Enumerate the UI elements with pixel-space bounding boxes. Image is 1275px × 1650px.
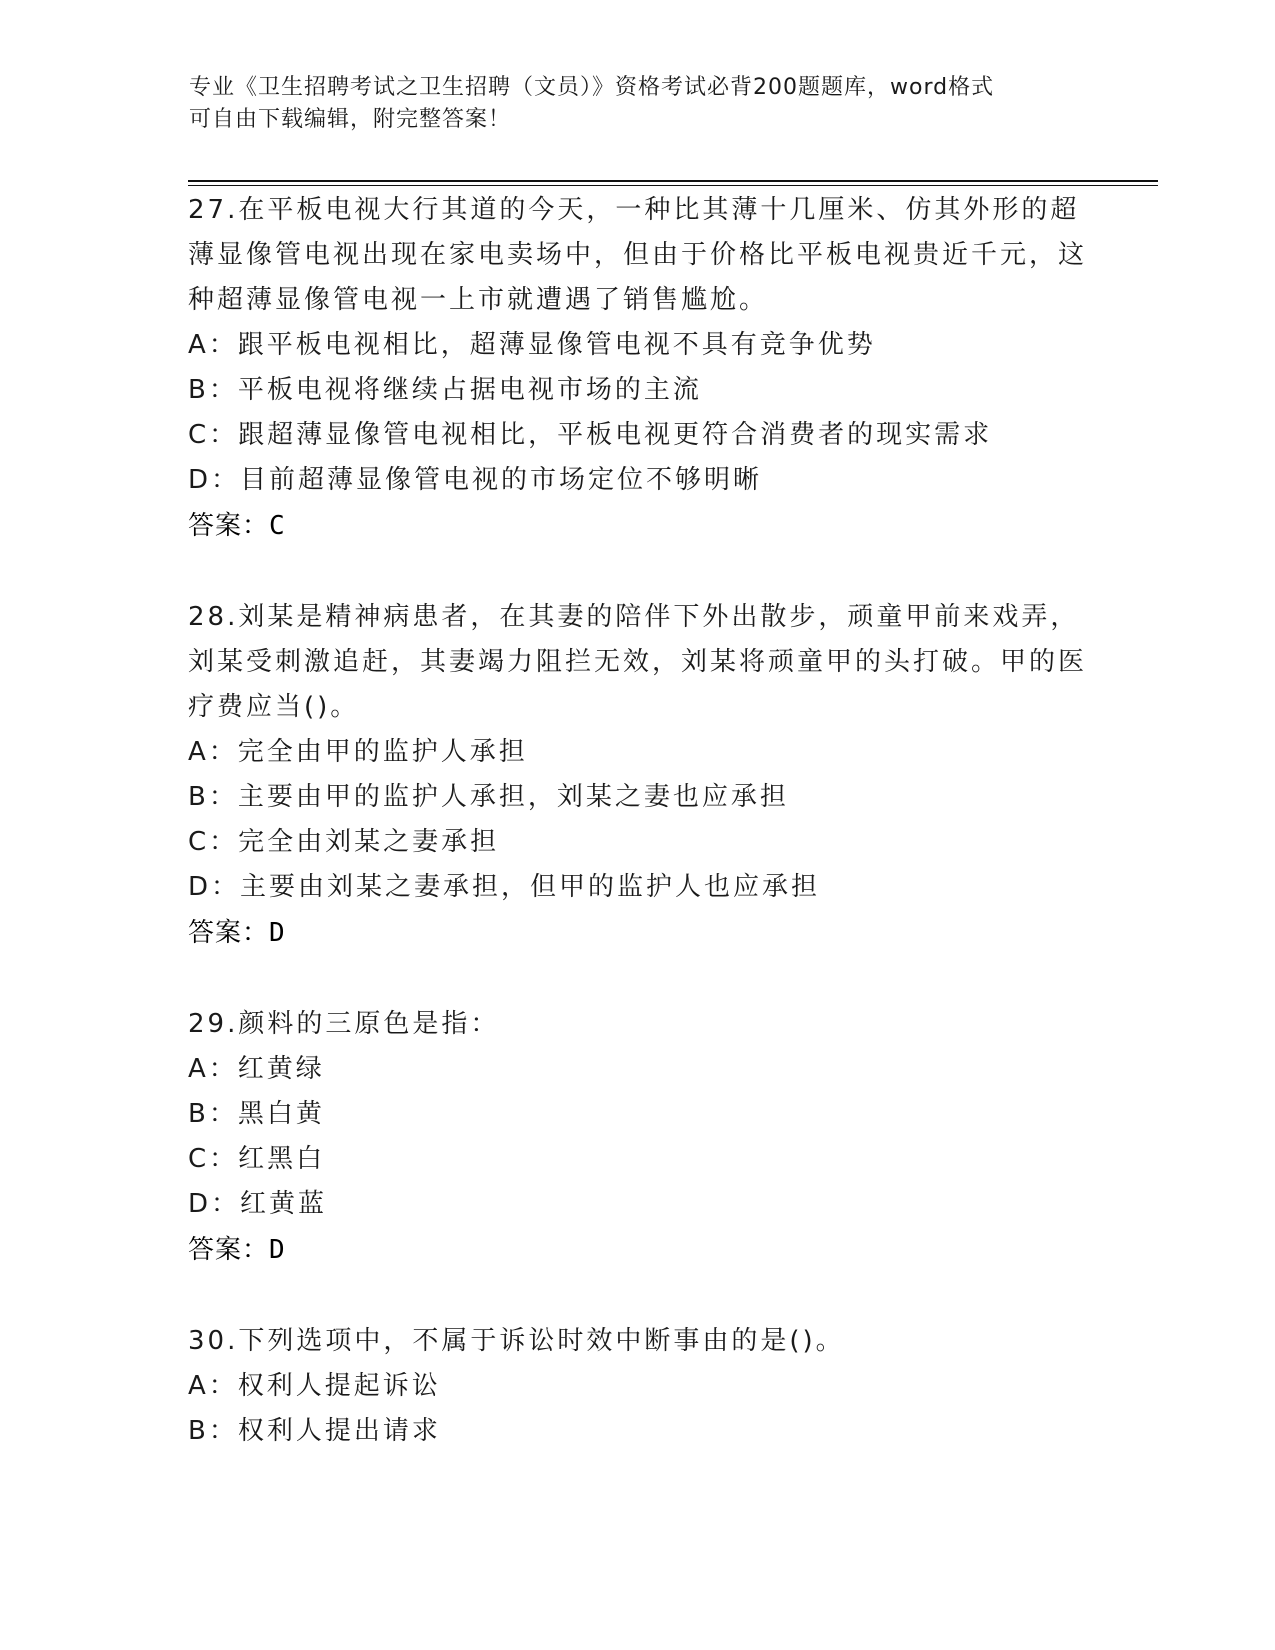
question-stem: 28.刘某是精神病患者，在其妻的陪伴下外出散步，顽童甲前来戏弄，刘某受刺激追赶，其妻竭力阻拦无效，刘某将顽童甲的头打破。甲的医疗费应当()。 xyxy=(188,602,1088,722)
answer-value: C xyxy=(269,511,286,541)
question-27 xyxy=(188,188,1088,549)
header-rule-thick xyxy=(188,180,1158,182)
document-header xyxy=(189,72,1089,136)
question-stem: 30.下列选项中，不属于诉讼时效中断事由的是()。 xyxy=(188,1326,845,1356)
header-rule-thin xyxy=(188,185,1158,186)
option-c: C：完全由刘某之妻承担 xyxy=(188,827,500,857)
option-a: A：红黄绿 xyxy=(188,1054,325,1084)
answer-label: 答案： xyxy=(188,1235,270,1265)
option-c: C：跟超薄显像管电视相比，平板电视更符合消费者的现实需求 xyxy=(188,420,993,450)
option-d: D：红黄蓝 xyxy=(188,1189,328,1219)
option-c: C：红黑白 xyxy=(188,1144,326,1174)
question-29 xyxy=(188,1002,1088,1273)
answer-line xyxy=(188,503,1088,549)
option-a: A：完全由甲的监护人承担 xyxy=(188,737,528,767)
option-b: B：主要由甲的监护人承担，刘某之妻也应承担 xyxy=(188,782,789,812)
answer-label: 答案： xyxy=(188,918,270,948)
option-a: A：权利人提起诉讼 xyxy=(188,1371,441,1401)
question-30 xyxy=(188,1319,1088,1454)
answer-line xyxy=(188,910,1088,956)
option-b: B：权利人提出请求 xyxy=(188,1416,441,1446)
header-line-2: 可自由下载编辑，附完整答案！ xyxy=(189,107,512,132)
header-line-1: 专业《卫生招聘考试之卫生招聘（文员）》资格考试必背200题题库，word格式 xyxy=(189,75,995,100)
option-b: B：平板电视将继续占据电视市场的主流 xyxy=(188,375,702,405)
option-d: D：目前超薄显像管电视的市场定位不够明晰 xyxy=(188,465,763,495)
question-stem: 29.颜料的三原色是指： xyxy=(188,1009,500,1039)
answer-value: D xyxy=(269,1235,286,1265)
answer-label: 答案： xyxy=(188,511,270,541)
answer-line xyxy=(188,1227,1088,1273)
question-28 xyxy=(188,595,1088,956)
option-b: B：黑白黄 xyxy=(188,1099,325,1129)
option-a: A：跟平板电视相比，超薄显像管电视不具有竞争优势 xyxy=(188,330,876,360)
question-stem: 27.在平板电视大行其道的今天，一种比其薄十几厘米、仿其外形的超薄显像管电视出现在家电卖场中，但由于价格比平板电视贵近千元，这种超薄显像管电视一上市就遭遇了销售尴尬。 xyxy=(188,195,1088,315)
answer-value: D xyxy=(269,918,286,948)
option-d: D：主要由刘某之妻承担，但甲的监护人也应承担 xyxy=(188,872,821,902)
question-list xyxy=(188,188,1088,1500)
